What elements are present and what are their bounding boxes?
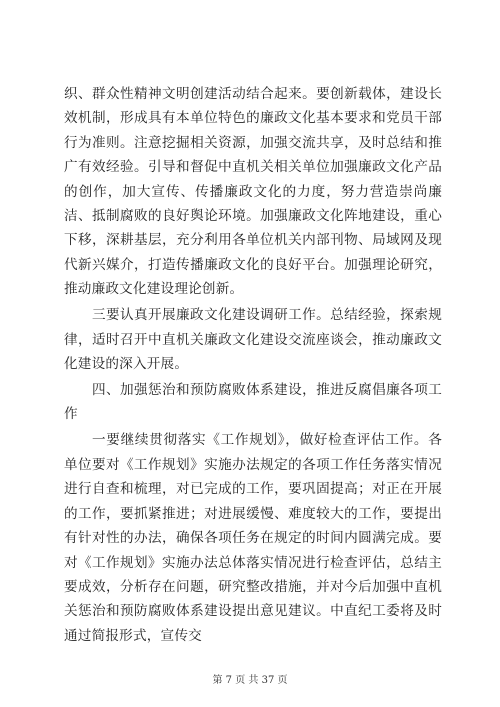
paragraph-2: 三要认真开展廉政文化建设调研工作。总结经验，探索规律，适时召开中直机关廉政文化建设交流座谈会，推动廉政文化建设的深入开展。 [64, 307, 442, 373]
section-heading: 四、加强惩治和预防腐败体系建设，推进反腐倡廉各项工作 [64, 382, 442, 423]
paragraph-1: 织、群众性精神文明创建活动结合起来。要创新载体，建设长效机制，形成具有本单位特色的廉政文化基本要求和党员干部行为准则。注意挖掘相关资源，加强交流共享，及时总结和推广有效经验。引导和督促中直机关相关单位加强廉政文化产品的创作，加大宣传、传播廉政文化的力度，努力营造崇尚廉洁、抵制腐败的良好舆论环境。加强廉政文化阵地建设，重心下移，深耕基层，充分利用各单位机关内部刊物、局域网及现代新兴媒介，打造传播廉政文化的良好平台。加强理论研究，推动廉政文化建设理论创新。 [64, 86, 442, 298]
page-footer: 第 7 页 共 37 页 [212, 675, 288, 686]
document-body [64, 82, 442, 650]
paragraph-3: 一要继续贯彻落实《工作规划》，做好检查评估工作。各单位要对《工作规划》实施办法规定的各项工作任务落实情况进行自查和梳理，对已完成的工作，要巩固提高；对正在开展的工作，要抓紧推进；对进展缓慢、难度较大的工作，要提出有针对性的办法，确保各项任务在规定的时间内圆满完成。要对《工作规划》实施办法总体落实情况进行检查评估，总结主要成效，分析存在问题，研究整改措施，并对今后加强中直机关惩治和预防腐败体系建设提出意见建议。中直纪工委将及时通过简报形式，宣传交 [64, 432, 442, 644]
